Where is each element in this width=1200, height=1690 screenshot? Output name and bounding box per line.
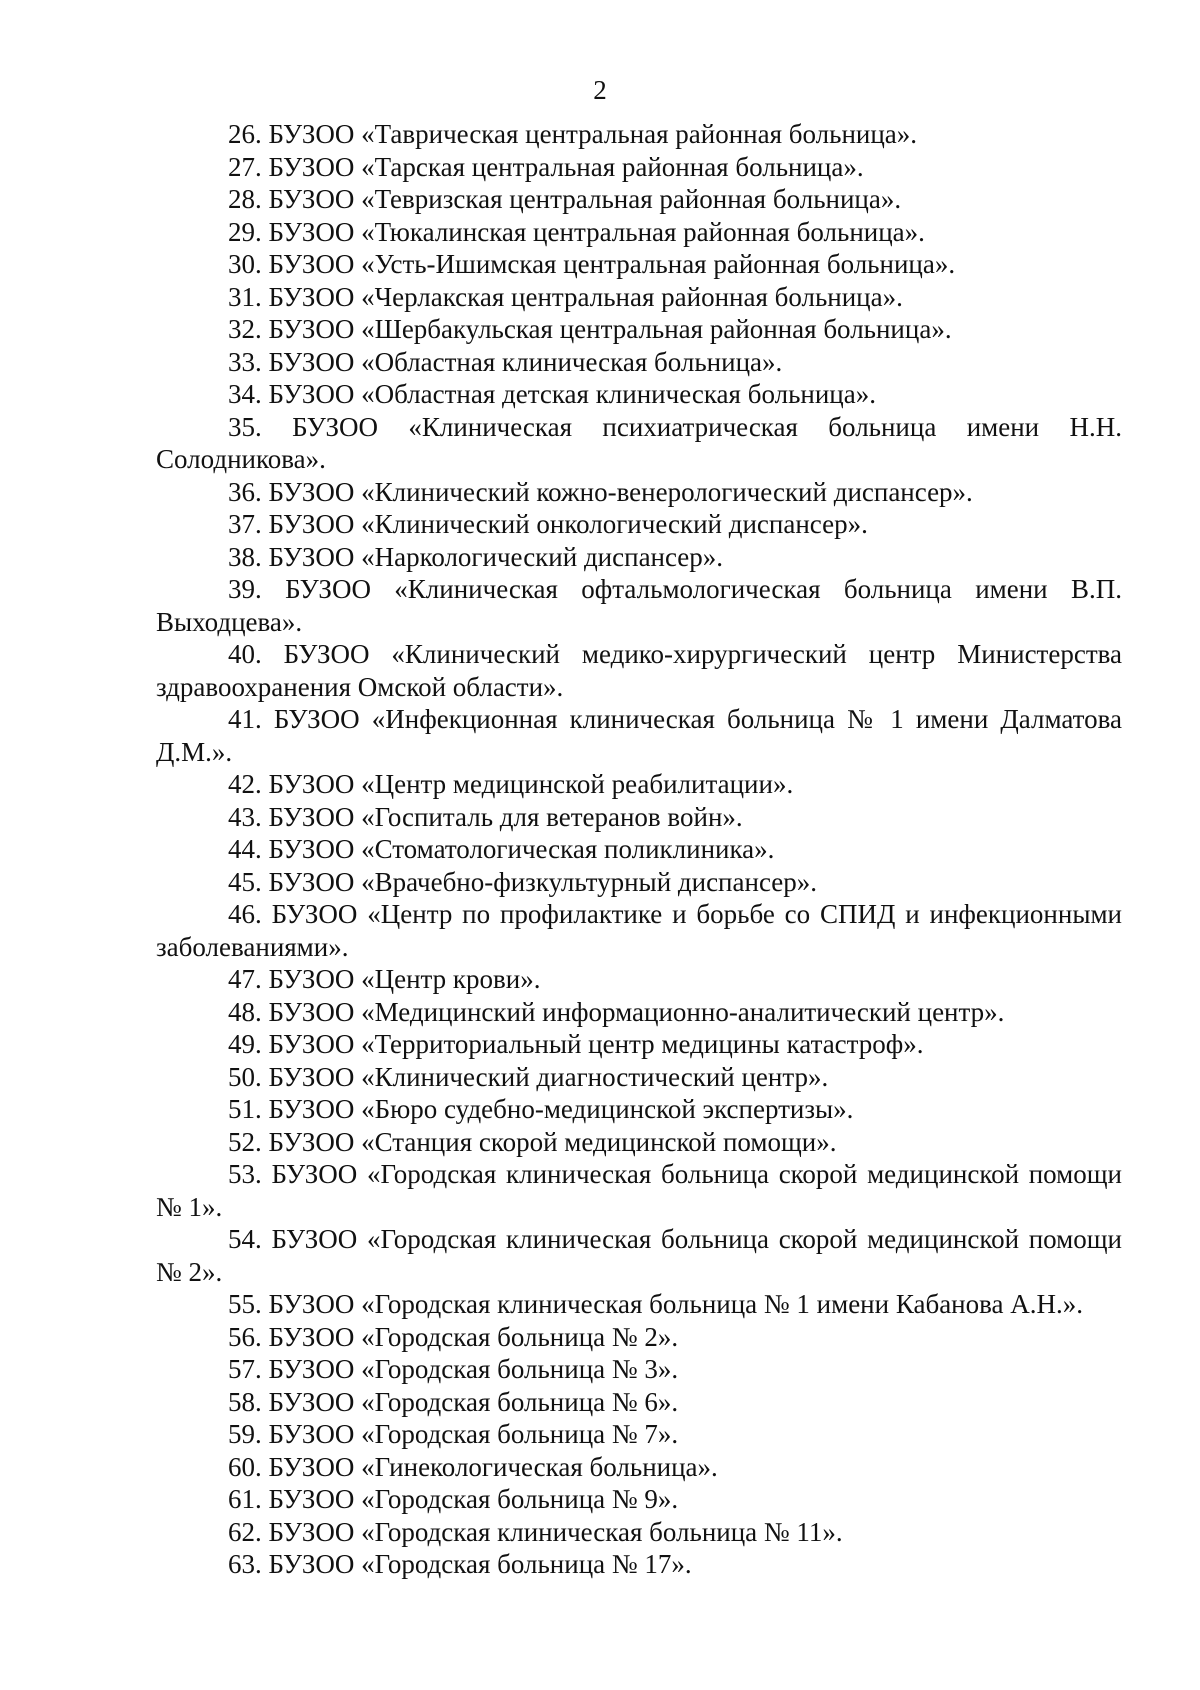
list-item: 50. БУЗОО «Клинический диагностический центр».: [228, 1061, 829, 1092]
list-item: 39. БУЗОО «Клиническая офтальмологическая больница имени В.П. Выходцева».: [156, 574, 1122, 637]
list-item: 43. БУЗОО «Госпиталь для ветеранов войн».: [228, 801, 743, 832]
list-item: 31. БУЗОО «Черлакская центральная районная больница».: [228, 281, 903, 312]
list-item: 45. БУЗОО «Врачебно-физкультурный диспансер».: [228, 866, 817, 897]
list-item: 61. БУЗОО «Городская больница № 9».: [228, 1484, 679, 1514]
list-item: 32. БУЗОО «Шербакульская центральная районная больница».: [228, 314, 952, 344]
list-item: 36. БУЗОО «Клинический кожно-венерологический диспансер».: [228, 476, 973, 507]
list-item: 62. БУЗОО «Городская клиническая больница № 11».: [228, 1516, 843, 1547]
list-item: 54. БУЗОО «Городская клиническая больница скорой медицинской помощи № 2».: [156, 1224, 1122, 1287]
list-item: 53. БУЗОО «Городская клиническая больница скорой медицинской помощи № 1».: [156, 1159, 1122, 1222]
list-item: 34. БУЗОО «Областная детская клиническая больница».: [228, 379, 876, 409]
list-item: 47. БУЗОО «Центр крови».: [228, 964, 541, 994]
list-item: 33. БУЗОО «Областная клиническая больница».: [228, 346, 783, 377]
list-item: 59. БУЗОО «Городская больница № 7».: [228, 1419, 679, 1449]
list-item: 37. БУЗОО «Клинический онкологический диспансер».: [228, 509, 868, 539]
list-item: 38. БУЗОО «Наркологический диспансер».: [228, 541, 724, 572]
list-item: 55. БУЗОО «Городская клиническая больница № 1 имени Кабанова А.Н.».: [228, 1289, 1084, 1319]
list-item: 51. БУЗОО «Бюро судебно-медицинской экспертизы».: [228, 1094, 854, 1124]
list-item: 48. БУЗОО «Медицинский информационно-аналитический центр».: [228, 996, 1005, 1027]
list-item: 56. БУЗОО «Городская больница № 2».: [228, 1321, 679, 1352]
list-item: 41. БУЗОО «Инфекционная клиническая больница № 1 имени Далматова Д.М.».: [156, 704, 1122, 767]
list-item: 40. БУЗОО «Клинический медико-хирургический центр Министерства здравоохранения Омской области».: [156, 639, 1122, 702]
list-item: 44. БУЗОО «Стоматологическая поликлиника».: [228, 834, 775, 864]
list-item: 52. БУЗОО «Станция скорой медицинской помощи».: [228, 1126, 837, 1157]
list-item: 28. БУЗОО «Тевризская центральная районная больница».: [228, 184, 902, 214]
list-item: 49. БУЗОО «Территориальный центр медицины катастроф».: [228, 1029, 924, 1059]
page-number: 2: [593, 75, 607, 105]
list-item: 27. БУЗОО «Тарская центральная районная больница».: [228, 151, 864, 182]
list-item: 30. БУЗОО «Усть-Ишимская центральная районная больница».: [228, 249, 956, 279]
institution-list: [156, 118, 1122, 1581]
list-item: 46. БУЗОО «Центр по профилактике и борьбе со СПИД и инфекционными заболеваниями».: [156, 899, 1122, 962]
list-item: 58. БУЗОО «Городская больница № 6».: [228, 1386, 679, 1417]
list-item: 63. БУЗОО «Городская больница № 17».: [228, 1549, 692, 1579]
list-item: 35. БУЗОО «Клиническая психиатрическая больница имени Н.Н. Солодникова».: [156, 411, 1122, 474]
list-item: 60. БУЗОО «Гинекологическая больница».: [228, 1451, 718, 1482]
list-item: 42. БУЗОО «Центр медицинской реабилитации».: [228, 769, 794, 799]
list-item: 26. БУЗОО «Таврическая центральная районная больница».: [228, 119, 918, 149]
list-item: 29. БУЗОО «Тюкалинская центральная районная больница».: [228, 216, 925, 247]
list-item: 57. БУЗОО «Городская больница № 3».: [228, 1354, 679, 1384]
